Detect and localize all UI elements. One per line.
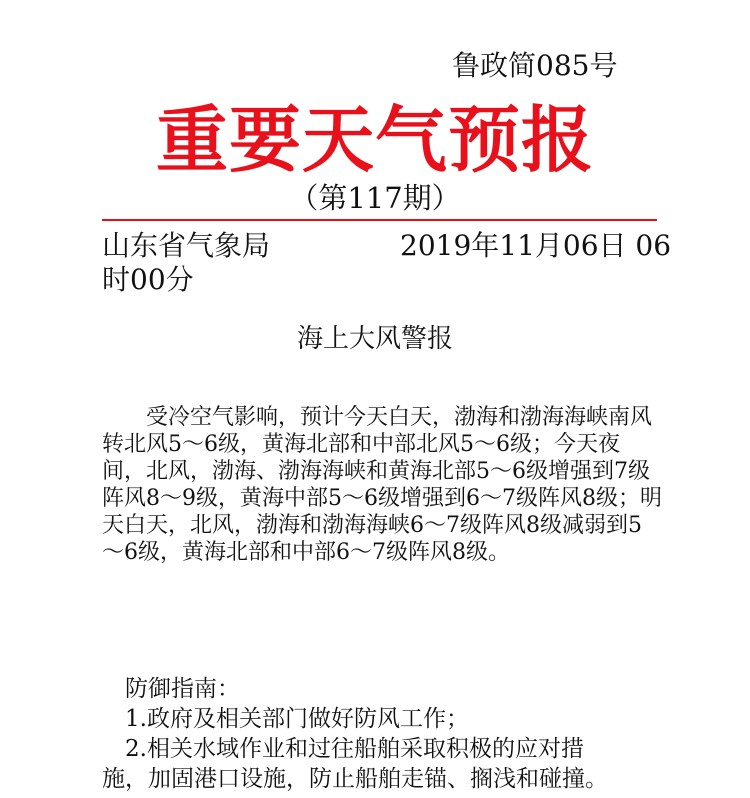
body-line: 受冷空气影响，预计今天白天，渤海和渤海海峡南风: [102, 405, 653, 430]
document-number: 鲁政简085号: [452, 49, 618, 82]
body-line: ～6级，黄海北部和中部6～7级阵风8级。: [102, 540, 510, 565]
issue-number: （第117期）: [289, 181, 461, 215]
red-divider: [102, 219, 657, 221]
body-line: 天白天，北风，渤海和渤海海峡6～7级阵风8级减弱到5: [102, 513, 642, 538]
defense-guide: [102, 674, 662, 794]
alert-title: 海上大风警报: [296, 324, 453, 354]
body-line: 阵风8～9级，黄海中部5～6级增强到6～7级阵风8级；明: [102, 486, 662, 511]
guide-item: 1.政府及相关部门做好防风工作；: [102, 706, 469, 732]
issue-datetime: 2019年11月06日 06: [400, 229, 672, 262]
guide-item: 施，加固港口设施，防止船舶走锚、搁浅和碰撞。: [102, 766, 608, 792]
page-title: 重要天气预报: [155, 98, 594, 182]
issuer-name: 山东省气象局: [102, 229, 271, 262]
alert-body: [102, 404, 662, 566]
issue-datetime-continued: 时00分: [102, 263, 194, 296]
guide-item: 2.相关水域作业和过往船舶采取积极的应对措: [102, 736, 584, 762]
guide-heading: 防御指南：: [102, 676, 240, 702]
body-line: 间，北风，渤海、渤海海峡和黄海北部5～6级增强到7级: [102, 459, 650, 484]
body-line: 转北风5～6级，黄海北部和中部北风5～6级；今天夜: [102, 432, 620, 457]
